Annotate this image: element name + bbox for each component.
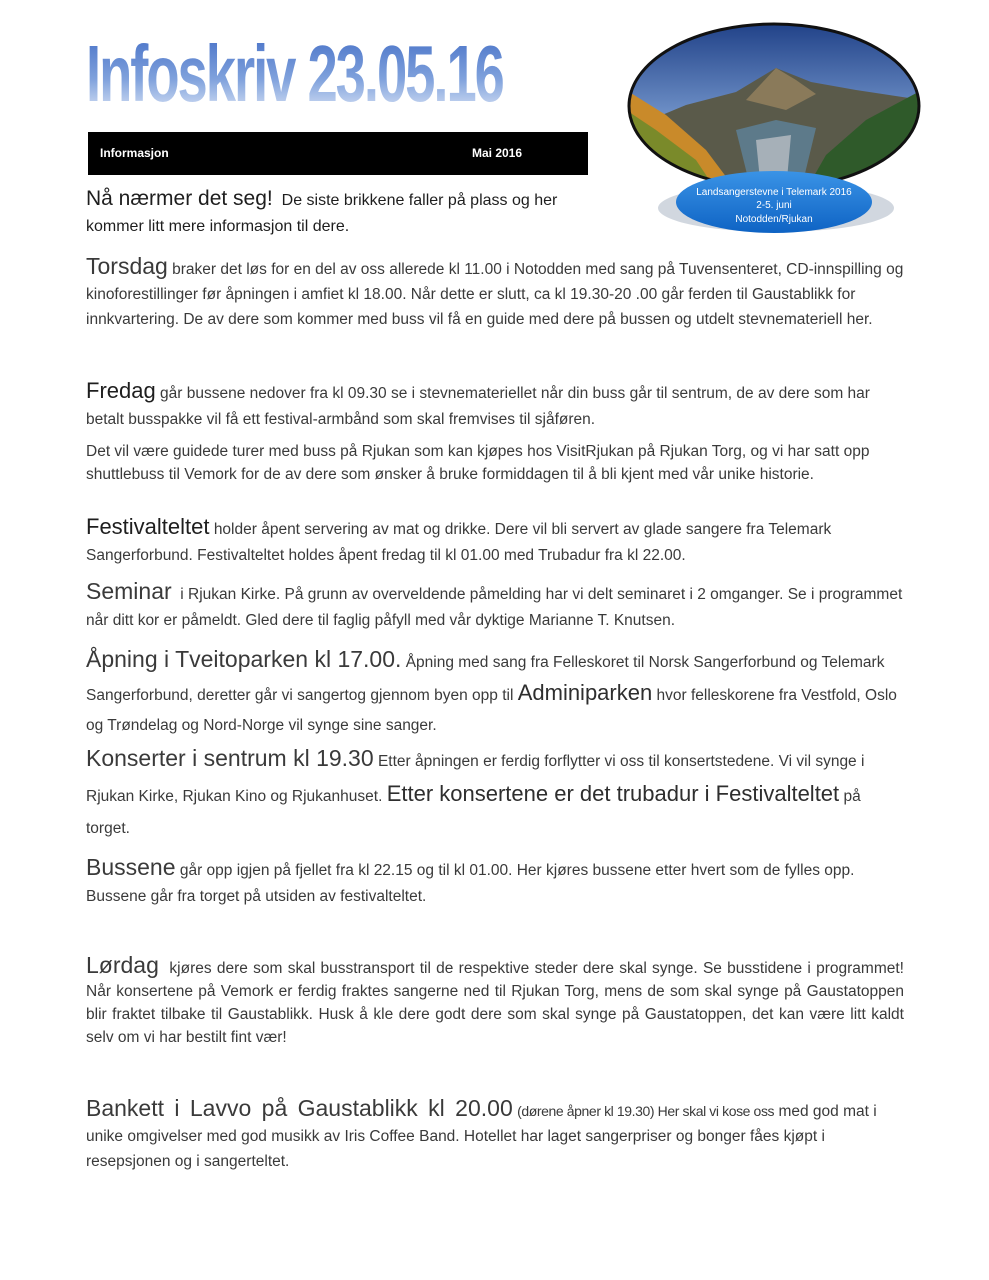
seminar-heading: Seminar <box>86 578 172 604</box>
guided-tours-text: Det vil være guidede turer med buss på Rjukan som kan kjøpes hos VisitRjukan på Rjukan Torg, og vi har satt opp shuttlebuss til Vemork for de av dere som ønsker å bruke formiddagen til å bli kjent med vår unike historie. <box>86 443 870 483</box>
badge-line-3: Notodden/Rjukan <box>735 214 813 225</box>
bussene-text: går opp igjen på fjellet fra kl 22.15 og til kl 01.00. Her kjøres bussene etter hvert som de fylles opp. Bussene går fra torget på utsiden av festivalteltet. <box>86 862 855 905</box>
lordag-paragraph <box>86 954 904 1049</box>
mountain-landscape-image <box>626 20 922 240</box>
torsdag-text: braker det løs for en del av oss allerede kl 11.00 i Notodden med sang på Tuvensenteret, CD-innspilling og kinoforestillinger før åpningen i amfiet kl 18.00. Når dette er slutt, ca kl 19.30-20 .00 går ferden til Gaustablikk for innkvartering. De av dere som kommer med buss vil få en guide med dere på bussen og utdelt stevnemateriell her. <box>86 261 904 328</box>
seminar-text: i Rjukan Kirke. På grunn av overveldende påmelding har vi delt seminaret i 2 omganger. Se i programmet når ditt kor er påmeldt. Gled dere til faglig påfyll med vår dyktige Marianne T. Knutsen. <box>86 586 903 629</box>
festivalteltet-text: holder åpent servering av mat og drikke. Dere vil bli servert av glade sangere fra Telemark Sangerforbund. Festivalteltet holdes åpent fredag til kl 01.00 med Trubadur fra kl 22.00. <box>86 521 832 564</box>
apning-heading: Åpning i Tveitoparken kl 17.00. <box>86 646 402 672</box>
info-bar-label: Informasjon <box>100 146 169 160</box>
konserter-text-2: på torget. <box>86 788 861 837</box>
apning-text-2: hvor felleskorene fra Vestfold, Oslo og Trøndelag og Nord-Norge vil synge sine sanger. <box>86 687 897 734</box>
badge-line-2: 2-5. juni <box>756 200 792 211</box>
torsdag-paragraph <box>86 254 904 332</box>
fredag-text: går bussene nedover fra kl 09.30 se i stevnemateriellet når din buss går til sentrum, de av dere som har betalt busspakke vil få ett festival-armbånd som skal fremvises til sjåføren. <box>86 385 870 428</box>
lordag-heading: Lørdag <box>86 952 159 978</box>
bussene-paragraph <box>86 854 904 910</box>
konserter-heading: Konserter i sentrum kl 19.30 <box>86 745 374 771</box>
konserter-paragraph <box>86 742 904 845</box>
bankett-note: (dørene åpner kl 19.30) Her skal vi kose oss <box>517 1103 775 1119</box>
info-bar-date: Mai 2016 <box>472 146 523 160</box>
seminar-paragraph <box>86 578 904 634</box>
konserter-text-1: Etter åpningen er ferdig forflytter vi oss til konsertstedene. Vi vil synge i Rjukan Kirke, Rjukan Kino og Rjukanhuset. <box>86 753 865 805</box>
festivalteltet-heading: Festivalteltet <box>86 514 210 539</box>
guided-tours-paragraph <box>86 440 904 486</box>
event-logo <box>626 20 922 240</box>
fredag-paragraph <box>86 378 904 433</box>
apning-text-1: Åpning med sang fra Felleskoret til Norsk Sangerforbund og Telemark Sangerforbund, deretter går vi sangertog gjennom byen opp til <box>86 654 885 704</box>
festivalteltet-paragraph <box>86 514 904 569</box>
bussene-heading: Bussene <box>86 854 176 880</box>
bankett-text: med god mat i unike omgivelser med god musikk av Iris Coffee Band. Hotellet har laget sangerpriser og bonger fåes kjøpt i resepsjonen og i sangerteltet. <box>86 1103 877 1170</box>
torsdag-heading: Torsdag <box>86 253 168 279</box>
intro-lead: Nå nærmer det seg! <box>86 187 273 210</box>
fredag-heading: Fredag <box>86 378 156 403</box>
intro-paragraph <box>86 186 596 240</box>
bankett-paragraph <box>86 1096 904 1174</box>
document-title: Infoskriv 23.05.16 <box>86 26 503 122</box>
apning-paragraph <box>86 644 904 741</box>
trubadur-emphasis: Etter konsertene er det trubadur i Festivalteltet <box>386 781 840 806</box>
badge-line-1: Landsangerstevne i Telemark 2016 <box>696 187 852 198</box>
intro-text: De siste brikkene faller på plass og her kommer litt mere informasjon til dere. <box>86 192 558 235</box>
lordag-text: kjøres dere som skal busstransport til de respektive steder dere skal synge. Se busstidene i programmet! Når konsertene på Vemork er ferdig fraktes sangerne ned til Rjukan Torg, mens de som skal synge på Gaustatoppen blir fraktet tilbake til Gaustablikk. Husk å kle dere godt dere som skal synge på Gaustatoppen, det kan være litt kaldt selv om vi har bestilt fint vær! <box>86 960 904 1046</box>
adminiparken-emphasis: Adminiparken <box>517 680 653 705</box>
info-bar <box>88 132 588 175</box>
bankett-heading: Bankett i Lavvo på Gaustablikk kl 20.00 <box>86 1095 513 1121</box>
